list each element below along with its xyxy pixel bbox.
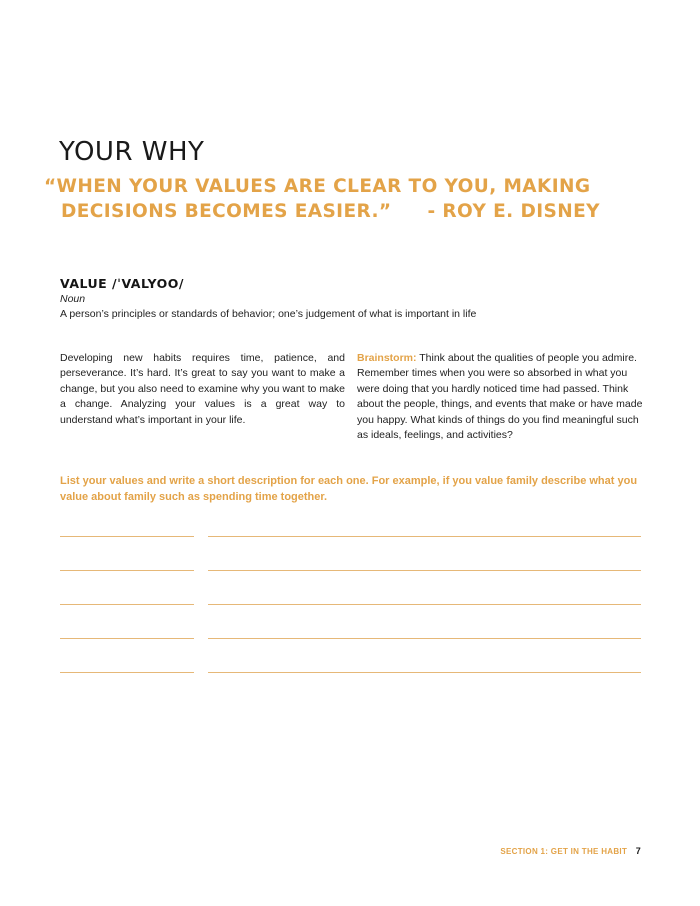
- value-line[interactable]: [60, 536, 194, 537]
- description-line[interactable]: [208, 604, 641, 605]
- quote-author: - ROY E. DISNEY: [427, 201, 600, 222]
- brainstorm-label: Brainstorm:: [357, 352, 417, 364]
- value-line[interactable]: [60, 638, 194, 639]
- values-row: [60, 570, 642, 604]
- definition-term: VALUE /ˈVALYOO/: [60, 276, 184, 291]
- definition-part-of-speech: Noun: [60, 293, 86, 305]
- values-row: [60, 536, 642, 570]
- page-title: YOUR WHY: [59, 137, 205, 167]
- description-line[interactable]: [208, 638, 641, 639]
- values-row: [60, 604, 642, 638]
- page-footer: [500, 846, 641, 856]
- value-line[interactable]: [60, 672, 194, 673]
- description-line[interactable]: [208, 570, 641, 571]
- quote-line-2-text: DECISIONS BECOMES EASIER.”: [61, 201, 392, 222]
- description-line[interactable]: [208, 672, 641, 673]
- pull-quote: [44, 174, 604, 224]
- intro-paragraph: Developing new habits requires time, patience, and perseverance. It’s hard. It’s great to say you want to make a change, but you also need to examine why you want to make a change. Analyzing your values is a great way to understand what’s important in your life.: [60, 352, 345, 426]
- footer-section-label: SECTION 1: GET IN THE HABIT: [500, 847, 628, 856]
- instructions: List your values and write a short description for each one. For example, if you value family describe what you value about family such as spending time together.: [60, 475, 638, 503]
- brainstorm-text: Think about the qualities of people you admire. Remember times when you were so absorbed in what you were doing that you hardly noticed time had passed. Think about the people, things, and events that make or have made you happy. What kinds of things do you find meaningful such as ideals, feelings, and activities?: [357, 352, 643, 442]
- description-line[interactable]: [208, 536, 641, 537]
- definition-text: A person’s principles or standards of behavior; one’s judgement of what is important in life: [60, 308, 477, 320]
- value-line[interactable]: [60, 570, 194, 571]
- values-row: [60, 638, 642, 672]
- quote-line-1: “WHEN YOUR VALUES ARE CLEAR TO YOU, MAKING: [44, 176, 591, 197]
- values-row: [60, 672, 642, 706]
- brainstorm-paragraph: [357, 351, 643, 443]
- value-line[interactable]: [60, 604, 194, 605]
- quote-line-2: [44, 199, 604, 224]
- page-number: 7: [635, 846, 641, 856]
- values-writing-area: [60, 536, 642, 706]
